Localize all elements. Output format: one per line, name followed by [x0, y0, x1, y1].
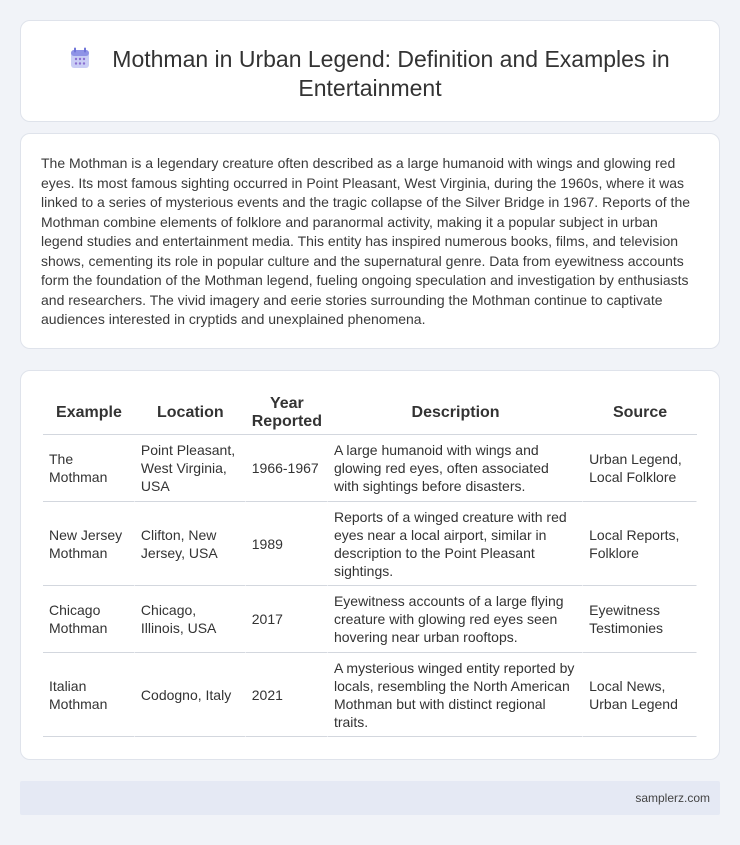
- table-row: [43, 586, 697, 653]
- footer-bar: [20, 781, 720, 815]
- cell-source: Local Reports, Folklore: [583, 502, 697, 586]
- column-header-location: Location: [135, 391, 246, 435]
- table-row: [43, 502, 697, 586]
- examples-table: [43, 391, 697, 737]
- cell-example: Italian Mothman: [43, 653, 135, 737]
- intro-card: [20, 133, 720, 349]
- cell-description: Eyewitness accounts of a large flying creature with glowing red eyes seen hovering near urban rooftops.: [328, 586, 583, 653]
- cell-example: New Jersey Mothman: [43, 502, 135, 586]
- intro-paragraph: The Mothman is a legendary creature often described as a large humanoid with wings and glowing red eyes. Its most famous sighting occurred in Point Pleasant, West Virginia, during the 1960s, where it was linked to a series of mysterious events and the tragic collapse of the Silver Bridge in 1967. Reports of the Mothman combine elements of folklore and paranormal activity, making it a popular subject in urban legend studies and entertainment media. This entity has inspired numerous books, films, and television shows, cementing its role in popular culture and the supernatural genre. Data from eyewitness accounts form the foundation of the Mothman legend, fueling ongoing speculation and investigation by enthusiasts and researchers. The vivid imagery and eerie stories surrounding the Mothman continue to captivate audiences interested in cryptids and unexplained phenomena.: [41, 155, 691, 327]
- cell-description: Reports of a winged creature with red eyes near a local airport, similar in description to the Point Pleasant sightings.: [328, 502, 583, 586]
- table-row: [43, 653, 697, 737]
- footer-site-link[interactable]: samplerz.com: [635, 791, 710, 805]
- table-header-row: [43, 391, 697, 435]
- cell-description: A large humanoid with wings and glowing red eyes, often associated with sightings before disasters.: [328, 435, 583, 502]
- cell-year: 2017: [246, 586, 328, 653]
- cell-year: 1966-1967: [246, 435, 328, 502]
- cell-year: 2021: [246, 653, 328, 737]
- cell-year: 1989: [246, 502, 328, 586]
- title-card: [20, 20, 720, 122]
- document-icon: [70, 47, 90, 69]
- cell-source: Urban Legend, Local Folklore: [583, 435, 697, 502]
- column-header-source: Source: [583, 391, 697, 435]
- cell-example: Chicago Mothman: [43, 586, 135, 653]
- column-header-year: Year Reported: [246, 391, 328, 435]
- table-card: [20, 370, 720, 760]
- cell-location: Point Pleasant, West Virginia, USA: [135, 435, 246, 502]
- cell-location: Codogno, Italy: [135, 653, 246, 737]
- table-row: [43, 435, 697, 502]
- page-title-wrap: [21, 45, 719, 103]
- cell-example: The Mothman: [43, 435, 135, 502]
- column-header-example: Example: [43, 391, 135, 435]
- page-title: Mothman in Urban Legend: Definition and Examples in Entertainment: [112, 46, 670, 101]
- cell-description: A mysterious winged entity reported by locals, resembling the North American Mothman but with distinct regional traits.: [328, 653, 583, 737]
- cell-source: Local News, Urban Legend: [583, 653, 697, 737]
- cell-location: Clifton, New Jersey, USA: [135, 502, 246, 586]
- cell-location: Chicago, Illinois, USA: [135, 586, 246, 653]
- cell-source: Eyewitness Testimonies: [583, 586, 697, 653]
- column-header-description: Description: [328, 391, 583, 435]
